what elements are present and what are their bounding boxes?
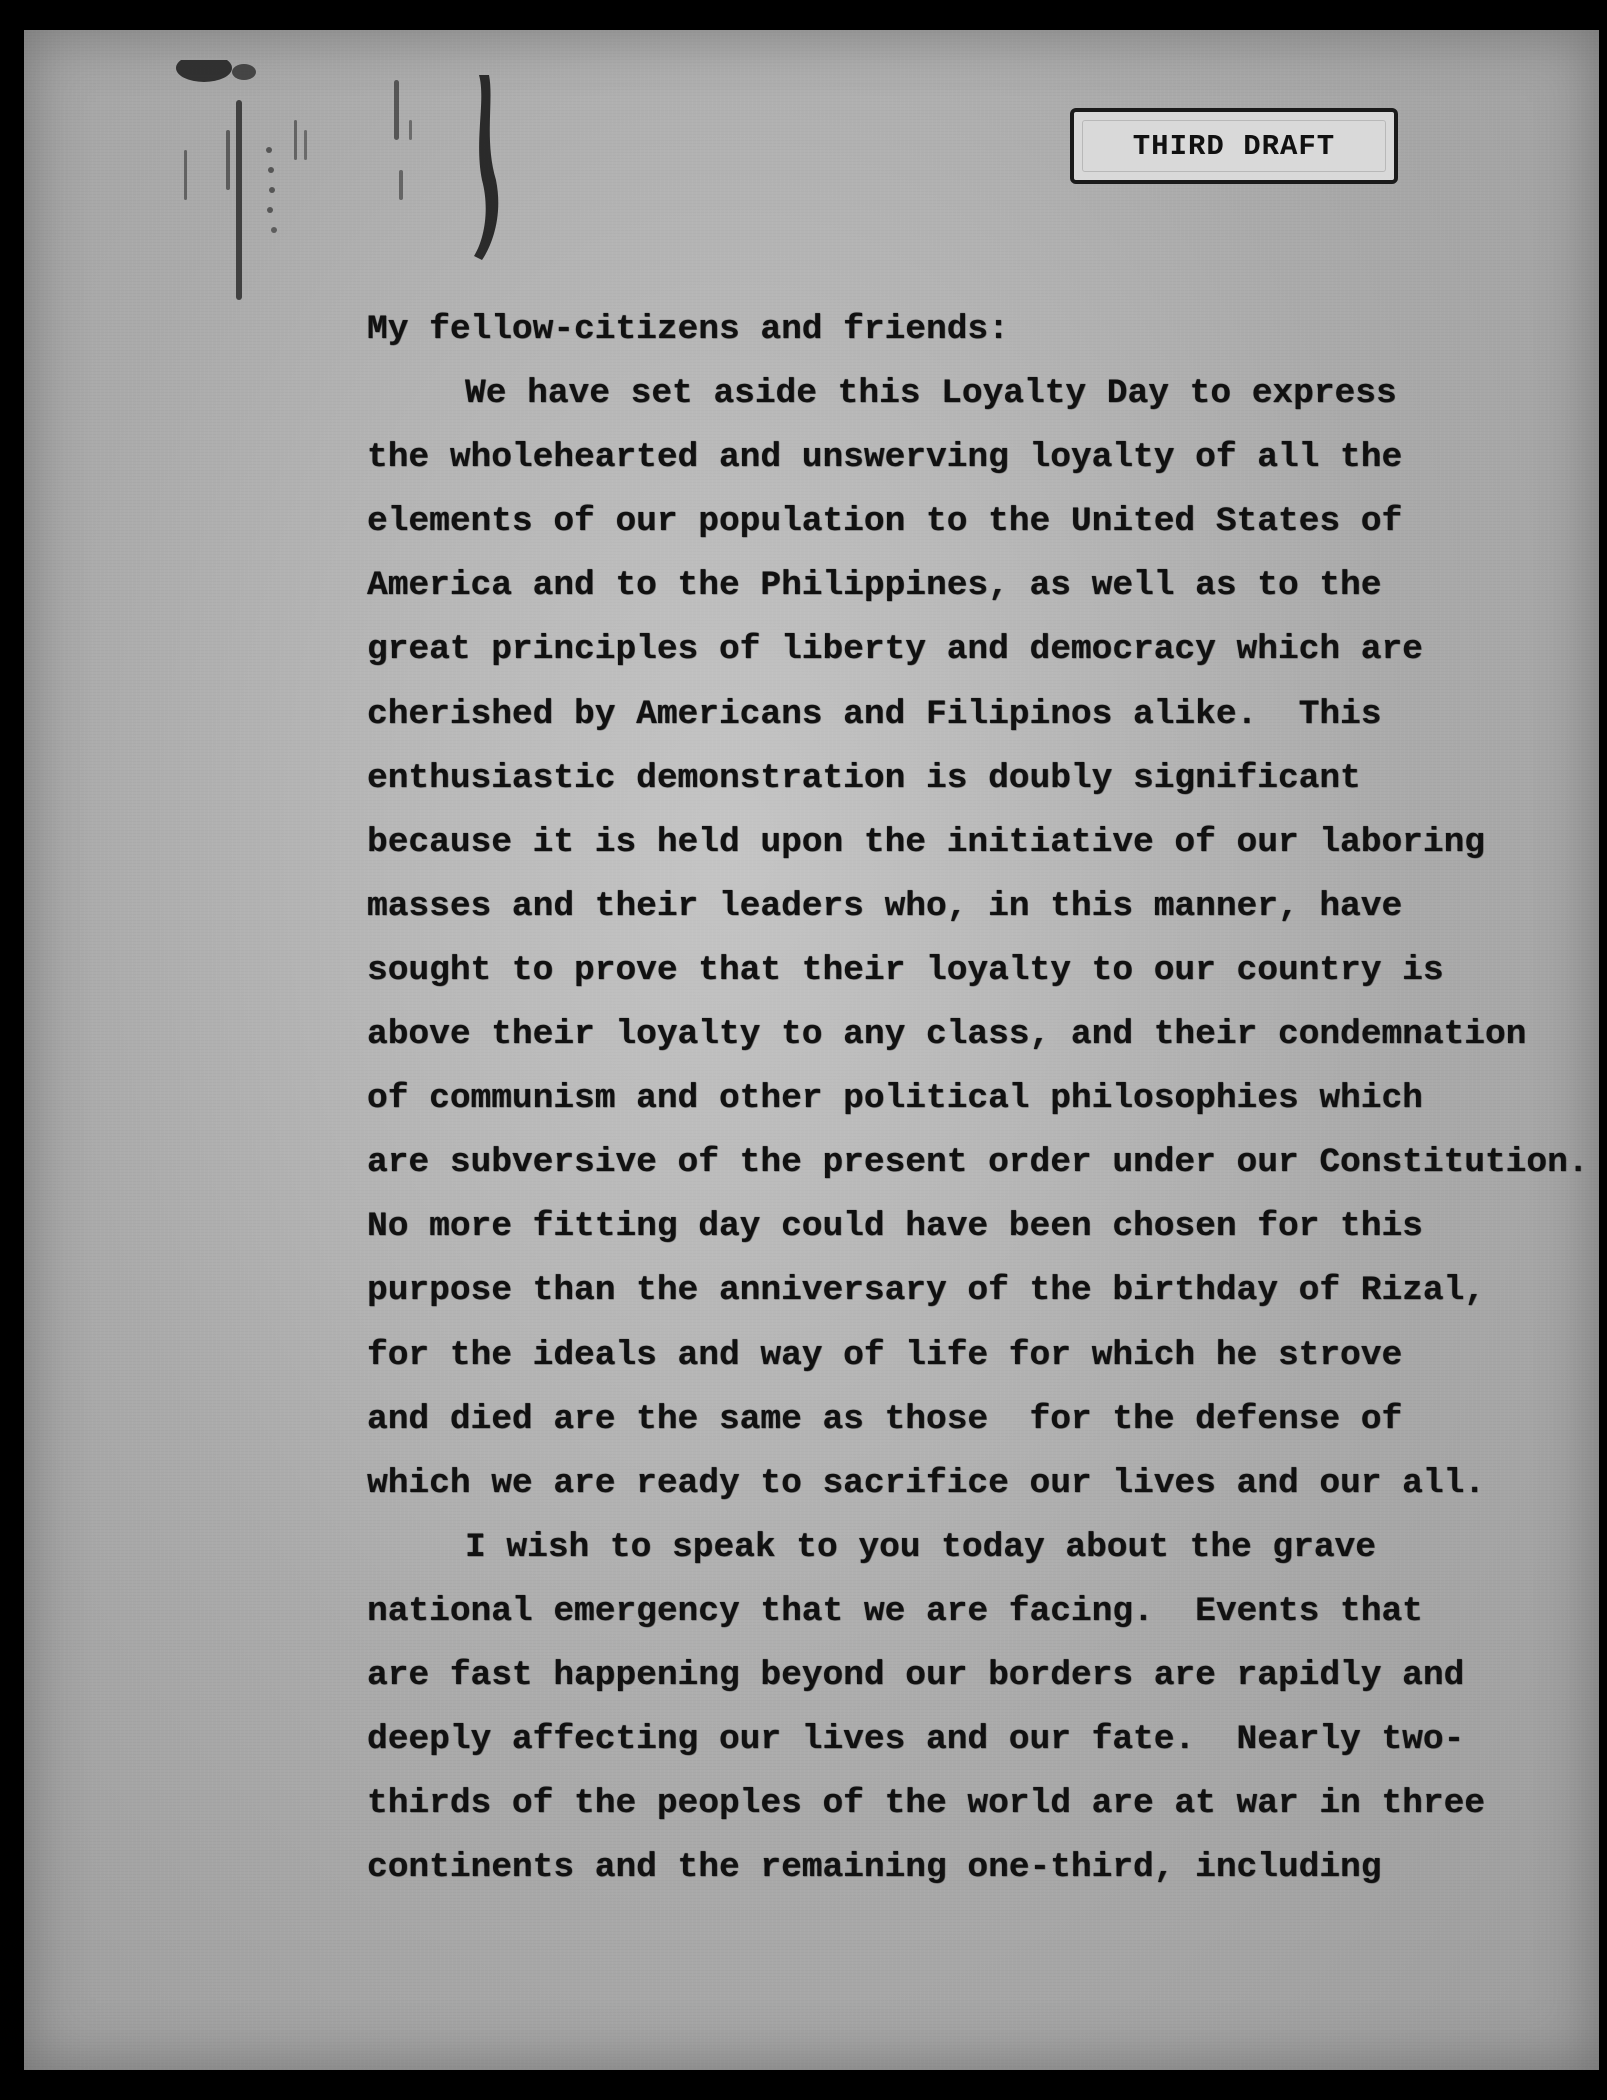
text-line: which we are ready to sacrifice our lives and our all. [367, 1463, 1485, 1503]
text-line: the wholehearted and unswerving loyalty of all the [367, 438, 1403, 478]
text-line: are subversive of the present order under our Constitution. [367, 1143, 1589, 1183]
speech-body [367, 298, 1589, 1900]
stamp-inner-border [1082, 120, 1386, 172]
ink-smudge-marks [176, 60, 498, 300]
text-line: We have set aside this Loyalty Day to express [465, 374, 1397, 414]
text-line: and died are the same as those for the defense of [367, 1399, 1403, 1439]
text-line: I wish to speak to you today about the grave [465, 1527, 1376, 1567]
text-line: elements of our population to the United States of [367, 502, 1403, 542]
text-line: sought to prove that their loyalty to our country is [367, 950, 1444, 990]
text-line: are fast happening beyond our borders are rapidly and [367, 1655, 1465, 1695]
text-line: thirds of the peoples of the world are at war in three [367, 1784, 1485, 1824]
binding-marks [144, 60, 564, 310]
text-line: No more fitting day could have been chosen for this [367, 1207, 1423, 1247]
text-line: enthusiastic demonstration is doubly significant [367, 758, 1361, 798]
text-line: America and to the Philippines, as well as to the [367, 566, 1382, 606]
text-line: continents and the remaining one-third, including [367, 1848, 1382, 1888]
text-line: great principles of liberty and democracy which are [367, 630, 1423, 670]
text-line: cherished by Americans and Filipinos alike. This [367, 694, 1382, 734]
stamp-label: THIRD DRAFT [1132, 129, 1336, 163]
text-line: deeply affecting our lives and our fate. Nearly two- [367, 1720, 1465, 1760]
text-line: for the ideals and way of life for which he strove [367, 1335, 1403, 1375]
text-line: of communism and other political philosophies which [367, 1079, 1423, 1119]
text-line: purpose than the anniversary of the birthday of Rizal, [367, 1271, 1485, 1311]
typewritten-page [24, 30, 1599, 2070]
text-line: national emergency that we are facing. Events that [367, 1591, 1423, 1631]
text-line: above their loyalty to any class, and their condemnation [367, 1015, 1527, 1055]
text-line: because it is held upon the initiative of our laboring [367, 822, 1485, 862]
text-line: masses and their leaders who, in this manner, have [367, 886, 1403, 926]
third-draft-stamp [1070, 108, 1398, 184]
salutation: My fellow-citizens and friends: [367, 310, 1009, 349]
